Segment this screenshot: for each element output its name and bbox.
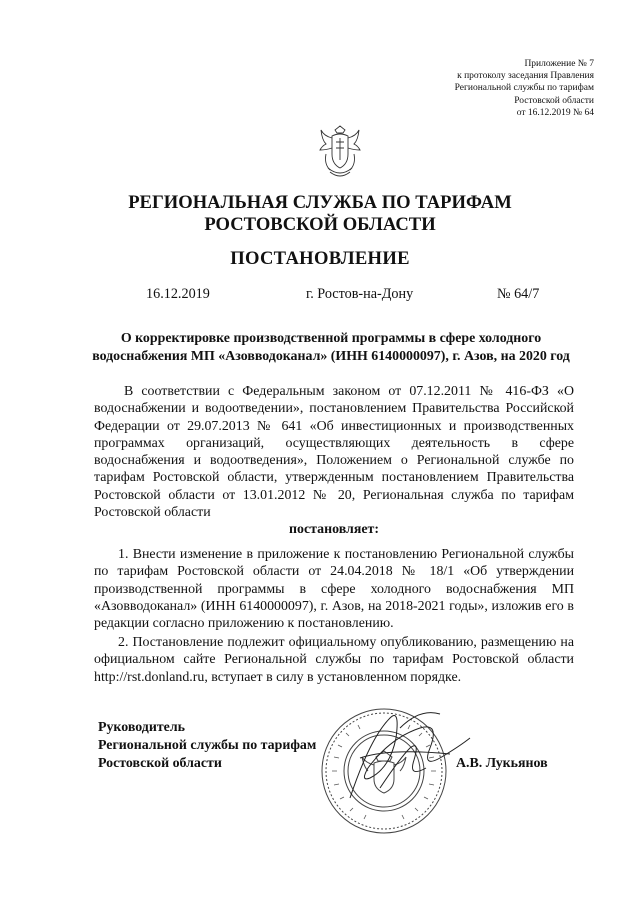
subject-line: водоснабжения МП «Азовводоканал» (ИНН 6140000097), г. Азов, на 2020 год bbox=[92, 348, 570, 364]
decree-item-2: 2. Постановление подлежит официальному опубликованию, размещению на официальном сайте Региональной службы по тарифам Ростовской области http://rst.donland.ru, вступает в силу в установленном порядке. bbox=[94, 635, 574, 685]
subject-line: О корректировке производственной программы в сфере холодного bbox=[120, 331, 542, 346]
signatory-region: Ростовской области bbox=[98, 756, 222, 771]
document-date: 16.12.2019 bbox=[146, 286, 210, 302]
signatory-title: Руководитель bbox=[98, 720, 185, 735]
document-subject bbox=[90, 330, 572, 366]
appendix-line: Ростовской области bbox=[514, 95, 594, 106]
appendix-line: Приложение № 7 bbox=[524, 59, 594, 69]
document-number: № 64/7 bbox=[497, 286, 540, 302]
appendix-line: Региональной службы по тарифам bbox=[454, 83, 594, 94]
document-type: ПОСТАНОВЛЕНИЕ bbox=[230, 248, 410, 269]
org-line: РЕГИОНАЛЬНАЯ СЛУЖБА ПО ТАРИФАМ bbox=[128, 192, 512, 213]
signatory-unit: Региональной службы по тарифам bbox=[98, 738, 317, 753]
handwritten-signature-icon bbox=[330, 698, 480, 808]
appendix-line: к протоколу заседания Правления bbox=[457, 71, 594, 82]
org-line: РОСТОВСКОЙ ОБЛАСТИ bbox=[204, 214, 436, 235]
preamble-paragraph: В соответствии с Федеральным законом от 07.12.2011 № 416-ФЗ «О водоснабжении и водоотведении», постановлением Правительства Российской Федерации от 29.07.2013 № 641 «Об инвестиционных и производственных программах организаций, осуществляющих деятельность в сфере водоснабжения и водоотведения», Положением о Региональной службе по тарифам Ростовской области, утвержденным постановлением Правительства Ростовской области от 13.01.2012 № 20, Региональная служба по тарифам Ростовской области bbox=[94, 384, 574, 521]
decree-word: постановляет: bbox=[289, 522, 379, 537]
organization-name bbox=[40, 192, 600, 236]
appendix-line: от 16.12.2019 № 64 bbox=[516, 107, 594, 118]
decree-item-1: 1. Внести изменение в приложение к постановлению Региональной службы по тарифам Ростовской области от 24.04.2018 № 18/1 «Об утверждении производственной программы в сфере холодного водоснабжения МП «Азовводоканал» (ИНН 6140000097), г. Азов, на 2018-2021 годы», изложив его в редакции согласно приложению к постановлению. bbox=[94, 547, 574, 632]
signatory-name: А.В. Лукьянов bbox=[456, 756, 548, 771]
coat-of-arms-icon bbox=[318, 124, 362, 180]
document-place: г. Ростов-на-Дону bbox=[306, 286, 414, 302]
appendix-reference bbox=[374, 58, 594, 119]
